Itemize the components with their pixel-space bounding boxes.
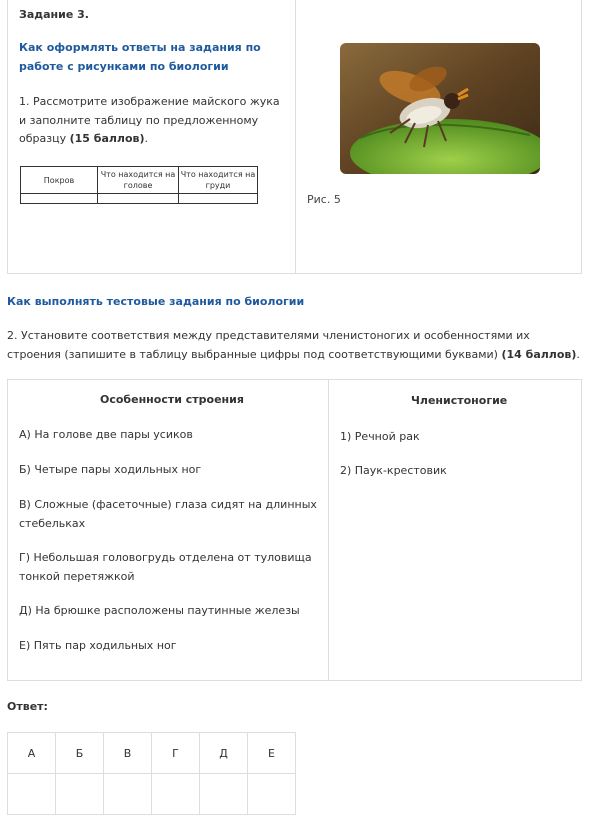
feature-v: В) Сложные (фасеточные) глаза сидят на длинных стебельках (19, 498, 317, 530)
answer-letter-d: Д (200, 733, 248, 774)
header-head: Что находится на голове (98, 167, 179, 194)
test-tasks-link[interactable]: Как выполнять тестовые задания по биологии (7, 295, 305, 308)
cell-chest[interactable] (179, 194, 258, 204)
task-instruction (19, 93, 289, 149)
answer-letter-v: В (104, 733, 152, 774)
answer-cell-a[interactable] (8, 774, 56, 815)
cell-head[interactable] (98, 194, 179, 204)
answer-letter-a: А (8, 733, 56, 774)
column-divider (295, 0, 296, 273)
matching-divider (328, 380, 329, 680)
matching-table (7, 379, 582, 681)
header-chest: Что находится на груди (179, 167, 258, 194)
feature-d: Д) На брюшке расположены паутинные железы (19, 604, 300, 617)
answer-format-link[interactable]: Как оформлять ответы на задания по работе с рисунками по биологии (19, 41, 261, 73)
header-cover: Покров (21, 167, 98, 194)
instruction-points: (15 баллов) (69, 132, 145, 145)
answer-letter-e: Е (248, 733, 296, 774)
section2-text: 2. Установите соответствия между представителями членистоногих и особенностями их строения (запишите в таблицу выбранные цифры под соответствующими буквами) (7, 329, 530, 361)
answer-letter-g: Г (152, 733, 200, 774)
instruction-text: 1. Рассмотрите изображение майского жука и заполните таблицу по предложенному образцу (19, 95, 280, 145)
task-title: Задание 3. (19, 8, 89, 21)
arthropods-header: Членистоногие (411, 394, 508, 407)
feature-b: Б) Четыре пары ходильных ног (19, 463, 202, 476)
answer-cell-d[interactable] (200, 774, 248, 815)
answer-cell-g[interactable] (152, 774, 200, 815)
feature-g: Г) Небольшая головогрудь отделена от туловища тонкой перетяжкой (19, 551, 312, 583)
animal-2: 2) Паук-крестовик (340, 464, 447, 477)
cell-cover[interactable] (21, 194, 98, 204)
instruction-end: . (144, 132, 149, 145)
answer-letter-b: Б (56, 733, 104, 774)
cockchafer-photo (340, 43, 540, 174)
beetle-table (20, 166, 258, 204)
answer-cell-b[interactable] (56, 774, 104, 815)
feature-a: А) На голове две пары усиков (19, 428, 193, 441)
cockchafer-image (340, 43, 540, 174)
section2-instruction (7, 326, 585, 364)
section2-points: (14 баллов) (501, 348, 577, 361)
feature-e: Е) Пять пар ходильных ног (19, 639, 177, 652)
features-header: Особенности строения (100, 393, 244, 406)
figure-caption: Рис. 5 (307, 193, 341, 206)
answer-cell-v[interactable] (104, 774, 152, 815)
section2-text-end: . (576, 348, 580, 361)
answer-label: Ответ: (7, 700, 48, 713)
task-3-card (7, 0, 582, 274)
answer-cell-e[interactable] (248, 774, 296, 815)
animal-1: 1) Речной рак (340, 430, 420, 443)
answer-table (7, 732, 296, 815)
